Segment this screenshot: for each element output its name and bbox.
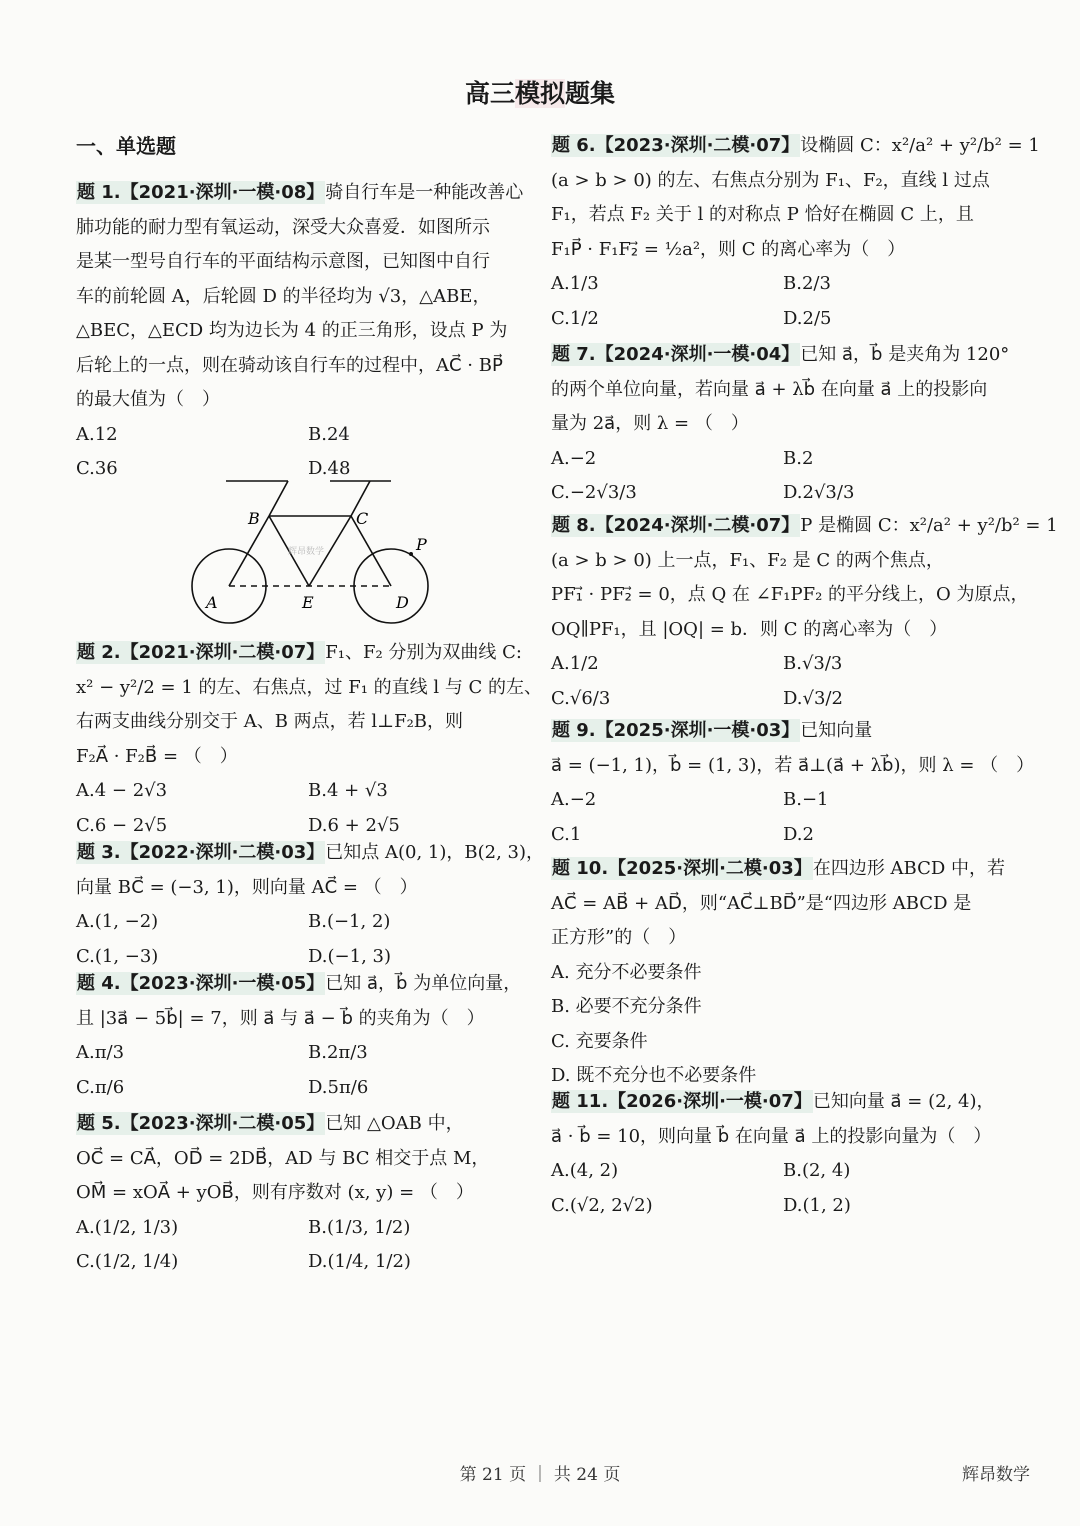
option-a: A.4 − 2√3 [76, 780, 168, 801]
option-b: B.(2, 4) [783, 1160, 851, 1181]
option-d: D.(−1, 3) [308, 945, 391, 967]
option-a: A.(1, −2) [76, 911, 159, 932]
q1-text-6: 的最大值为（ ） [76, 389, 220, 410]
question-3-options [76, 905, 524, 974]
question-10 [551, 852, 1011, 1094]
option-b: B.2π/3 [308, 1042, 368, 1063]
question-6 [551, 129, 1040, 336]
option-c: C.√6/3 [551, 687, 611, 709]
option-a: A.−2 [551, 447, 597, 469]
question-5-options [76, 1211, 524, 1280]
option-c: C.6 − 2√5 [76, 814, 168, 836]
q2-text-2: 右两支曲线分别交于 A、B 两点，若 l⊥F₂B，则 [76, 711, 464, 732]
q2-text-3: F₂A⃗ · F₂B⃗ = （ ） [76, 745, 238, 767]
q8-text-1: (a > b > 0) 上一点，F₁、F₂ 是 C 的两个焦点， [551, 549, 944, 571]
option-c: C.(√2, 2√2) [551, 1194, 653, 1216]
q1-text-4: △BEC，△ECD 均为边长为 4 的正三角形，设点 P 为 [76, 320, 508, 341]
q5-text-0: 已知 △OAB 中， [325, 1113, 464, 1134]
option-b: B. 必要不充分条件 [551, 996, 702, 1017]
q3-text-1: 向量 BC⃗ = (−3, 1)，则向量 AC⃗ = （ ） [76, 876, 418, 898]
question-11-options [551, 1154, 1011, 1223]
option-d: D.6 + 2√5 [308, 814, 400, 836]
option-c: C. 充要条件 [551, 1030, 648, 1052]
q2-text-1: x² − y²/2 = 1 的左、右焦点，过 F₁ 的直线 l 与 C 的左、 [76, 676, 543, 698]
q6-text-1: (a > b > 0) 的左、右焦点分别为 F₁、F₂，直线 l 过点 [551, 169, 990, 191]
q1-text-2: 是某一型号自行车的平面结构示意图，已知图中自行 [76, 251, 490, 272]
option-b: B.√3/3 [783, 653, 843, 674]
label-b: B [248, 509, 260, 528]
question-5 [76, 1107, 524, 1280]
option-c: C.1 [551, 823, 582, 845]
option-b: B.4 + √3 [308, 780, 388, 801]
option-a: A.1/2 [551, 653, 599, 674]
q1-text-1: 肺功能的耐力型有氧运动，深受大众喜爱．如图所示 [76, 216, 490, 238]
label-e: E [302, 593, 314, 612]
question-6-options [551, 267, 1011, 336]
q7-text-0: 已知 a⃗，b⃗ 是夹角为 120° [800, 344, 1010, 365]
option-d: D.2/5 [783, 307, 832, 329]
option-b: B.2 [783, 447, 814, 469]
section-heading: 一、单选题 [76, 134, 176, 158]
q3-text-0: 已知点 A(0, 1)，B(2, 3)， [325, 842, 545, 863]
q7-text-1: 的两个单位向量，若向量 a⃗ + λb⃗ 在向量 a⃗ 上的投影向 [551, 378, 988, 400]
option-b: B.(1/3, 1/2) [308, 1216, 411, 1238]
question-10-tag: 题 10.【2025·深圳·二模·03】 [552, 858, 812, 879]
question-3 [76, 836, 545, 974]
option-d: D.48 [308, 458, 351, 479]
option-c: C.π/6 [76, 1076, 125, 1098]
question-8-tag: 题 8.【2024·深圳·二模·07】 [552, 515, 800, 536]
option-d: D.(1/4, 1/2) [308, 1251, 411, 1272]
option-a: A.1/3 [551, 273, 599, 294]
option-a: A.12 [76, 423, 118, 445]
option-b: B.−1 [783, 789, 829, 810]
point-p [409, 552, 413, 556]
q7-text-2: 量为 2a⃗，则 λ = （ ） [551, 413, 749, 434]
question-5-tag: 题 5.【2023·深圳·二模·05】 [77, 1113, 325, 1134]
title-part-3: 题集 [565, 79, 616, 108]
q10-text-1: AC⃗ = AB⃗ + AD⃗，则“AC⃗⊥BD⃗”是“四边形 ABCD 是 [551, 892, 972, 914]
option-a: A.−2 [551, 789, 597, 810]
q10-text-2: 正方形”的（ ） [551, 927, 687, 948]
q4-text-1: 且 |3a⃗ − 5b⃗| = 7，则 a⃗ 与 a⃗ − b⃗ 的夹角为（ ） [76, 1007, 485, 1029]
question-1-tag: 题 1.【2021·深圳·一模·08】 [77, 182, 325, 203]
q9-text-0: 已知向量 [800, 720, 873, 741]
title-part-2: 模拟 [514, 79, 565, 108]
question-9-tag: 题 9.【2025·深圳·一模·03】 [552, 720, 800, 741]
option-b: B.24 [308, 423, 350, 445]
q9-text-1: a⃗ = (−1, 1)，b⃗ = (1, 3)，若 a⃗⊥(a⃗ + λb⃗)，则 λ = （ ） [551, 754, 1035, 776]
q4-text-0: 已知 a⃗，b⃗ 为单位向量， [325, 973, 522, 994]
page-number: 第 21 页 ｜ 共 24 页 [459, 1465, 621, 1485]
option-c: C.−2√3/3 [551, 482, 637, 503]
question-8-options [551, 647, 1011, 716]
option-d: D.5π/6 [308, 1076, 369, 1098]
q1-text-0: 骑自行车是一种能改善心 [325, 182, 524, 203]
question-11-tag: 题 11.【2026·深圳·一模·07】 [552, 1091, 812, 1112]
title-part-1: 高三 [464, 79, 515, 108]
bicycle-diagram [184, 470, 434, 630]
question-2-options [76, 774, 524, 843]
q1-text-3: 车的前轮圆 A，后轮圆 D 的半径均为 √3，△ABE， [76, 285, 491, 307]
label-c: C [356, 509, 369, 528]
q8-text-3: OQ∥PF₁，且 |OQ| = b．则 C 的离心率为（ ） [551, 618, 948, 640]
question-4-options [76, 1036, 524, 1105]
watermark: 辉昂数学 [288, 547, 325, 557]
q2-text-0: F₁、F₂ 分别为双曲线 C: [325, 642, 522, 663]
option-d: D. 既不充分也不必要条件 [551, 1065, 757, 1086]
question-7-tag: 题 7.【2024·深圳·一模·04】 [552, 344, 800, 365]
question-2-tag: 题 2.【2021·深圳·二模·07】 [77, 642, 325, 663]
question-9 [551, 714, 1035, 852]
question-3-tag: 题 3.【2022·深圳·二模·03】 [77, 842, 325, 863]
q5-text-2: OM⃗ = xOA⃗ + yOB⃗，则有序数对 (x, y) = （ ） [76, 1182, 474, 1203]
option-a: A.(1/2, 1/3) [76, 1216, 179, 1238]
label-p: P [416, 535, 427, 554]
option-b: B.(−1, 2) [308, 911, 391, 932]
option-c: C.1/2 [551, 307, 599, 329]
question-1-line-1 [76, 176, 524, 211]
q5-text-1: OC⃗ = CA⃗，OD⃗ = 2DB⃗，AD 与 BC 相交于点 M， [76, 1147, 490, 1169]
question-1 [76, 176, 524, 487]
option-a: A.π/3 [76, 1042, 125, 1063]
question-11 [551, 1085, 1011, 1223]
q6-text-2: F₁，若点 F₂ 关于 l 的对称点 P 恰好在椭圆 C 上，且 [551, 204, 974, 225]
question-6-tag: 题 6.【2023·深圳·二模·07】 [552, 135, 800, 156]
label-d: D [396, 593, 409, 612]
option-d: D.√3/2 [783, 687, 843, 709]
option-b: B.2/3 [783, 273, 831, 294]
question-4-tag: 题 4.【2023·深圳·一模·05】 [77, 973, 325, 994]
label-a: A [206, 593, 218, 612]
option-a: A. 充分不必要条件 [551, 961, 702, 983]
option-c: C.(1, −3) [76, 945, 159, 967]
question-4 [76, 967, 524, 1105]
q11-text-0: 已知向量 a⃗ = (2, 4)， [812, 1091, 995, 1112]
q6-text-0: 设椭圆 C：x²/a² + y²/b² = 1 [800, 135, 1040, 156]
question-7 [551, 338, 1011, 511]
question-7-options [551, 442, 1011, 511]
option-d: D.2 [783, 823, 814, 845]
question-8 [551, 509, 1058, 716]
q8-text-2: PF₁⃗ · PF₂⃗ = 0，点 Q 在 ∠F₁PF₂ 的平分线上，O 为原点， [551, 584, 1029, 605]
seat-post [269, 481, 288, 516]
footer-brand: 辉昂数学 [962, 1465, 1030, 1485]
option-d: D.(1, 2) [783, 1194, 851, 1216]
q1-text-5: 后轮上的一点，则在骑动该自行车的过程中，AC⃗ · BP⃗ [76, 354, 503, 376]
option-d: D.2√3/3 [783, 482, 855, 503]
question-9-options [551, 783, 1011, 852]
page-title [0, 74, 1080, 110]
q6-text-3: F₁P⃗ · F₁F₂⃗ = ½a²，则 C 的离心率为（ ） [551, 238, 906, 260]
option-c: C.36 [76, 458, 118, 479]
q10-text-0: 在四边形 ABCD 中，若 [812, 858, 1006, 879]
question-2 [76, 636, 543, 843]
q8-text-0: P 是椭圆 C：x²/a² + y²/b² = 1 [800, 515, 1058, 536]
q11-text-1: a⃗ · b⃗ = 10，则向量 b⃗ 在向量 a⃗ 上的投影向量为（ ） [551, 1125, 992, 1147]
option-a: A.(4, 2) [551, 1160, 619, 1181]
option-c: C.(1/2, 1/4) [76, 1251, 179, 1272]
